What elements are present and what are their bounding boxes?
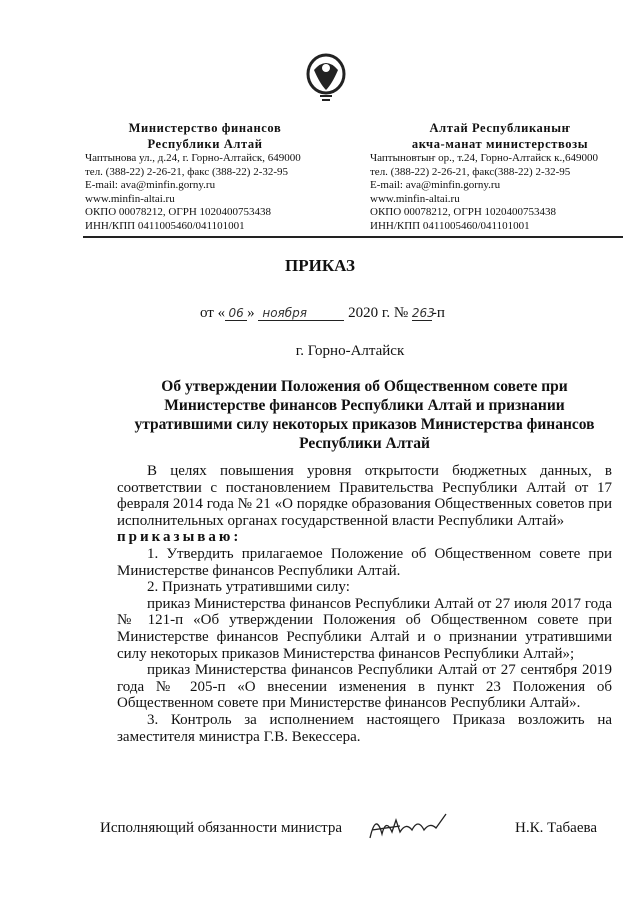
website: www.minfin-altai.ru	[370, 192, 460, 205]
handwritten-signature	[366, 808, 456, 844]
item-3: 3. Контроль за исполнением настоящего Приказа возложить на заместителя министра Г.В. Векессера.	[117, 711, 612, 745]
signatory-name: Н.К. Табаева	[515, 820, 598, 836]
ministry-name-alt: Алтай Республиканыҥ	[429, 121, 571, 135]
city: г. Горно-Алтайск	[295, 343, 405, 359]
number-suffix: -п	[431, 305, 445, 321]
order-subject: Об утверждении Положения об Общественном совете при Министерстве финансов Республики Алтай и признании утратившими силу некоторых приказов Министерства финансов Республики Алтай	[134, 378, 595, 452]
inn-kpp: ИНН/КПП 0411005460/041101001	[370, 219, 530, 232]
date-day: 06	[225, 306, 247, 321]
republic-name-ru: Республики Алтай	[147, 137, 263, 151]
header-divider	[83, 236, 623, 238]
item-1: 1. Утвердить прилагаемое Положение об Общественном совете при Министерстве финансов Республики Алтай.	[117, 545, 612, 579]
date-mid: »	[247, 305, 255, 321]
order-number: 263	[411, 306, 435, 320]
item-2-sub-2: приказ Министерства финансов Республики Алтай от 27 сентября 2019 года № 205-п «О внесении изменения в пункт 23 Положения об Общественном совете при Министерстве финансов Республики Алтай».	[117, 662, 612, 712]
order-date	[200, 305, 445, 322]
address: Чаптыновтыҥ ор., т.24, Горно-Алтайск к.,649000	[370, 152, 598, 164]
date-prefix: от «	[200, 305, 226, 321]
phone: тел. (388-22) 2-26-21, факс (388-22) 2-32-95	[85, 165, 289, 178]
ministry-name-ru: Министерство финансов	[128, 121, 282, 135]
website: www.minfin-altai.ru	[85, 192, 175, 205]
header-left	[85, 120, 325, 233]
email: E-mail: ava@minfin.gorny.ru	[370, 179, 501, 191]
email: E-mail: ava@minfin.gorny.ru	[85, 179, 216, 191]
inn-kpp: ИНН/КПП 0411005460/041101001	[85, 219, 245, 232]
order-word: приказываю:	[117, 529, 242, 546]
address: Чаптынова ул., д.24, г. Горно-Алтайск, 649000	[85, 152, 301, 164]
phone: тел. (388-22) 2-26-21, факс(388-22) 2-32-95	[370, 165, 571, 178]
republic-name-alt: акча-манат министерствозы	[411, 137, 589, 151]
header-right	[370, 120, 630, 233]
intro-paragraph: В целях повышения уровня открытости бюджетных данных, в соответствии с постановлением Правительства Республики Алтай от 17 февраля 2014 года № 21 «О порядке образования Общественных советов при исполнительных органах государственной власти Республики Алтай»	[117, 463, 612, 529]
date-month: ноября	[258, 306, 344, 321]
date-year: 2020 г. №	[348, 305, 409, 321]
okpo-ogrn: ОКПО 00078212, ОГРН 1020400753438	[370, 206, 557, 218]
item-2: 2. Признать утратившими силу:	[147, 579, 350, 596]
item-2-sub-1: приказ Министерства финансов Республики Алтай от 27 июля 2017 года № 121-п «Об утверждении Положения об Общественном совете при Министерстве финансов Республики Алтай и о признании утратившими силу некоторых приказов Министерства финансов Республики Алтай»;	[117, 595, 612, 662]
coat-of-arms-emblem	[302, 50, 350, 106]
document-type: ПРИКАЗ	[285, 256, 355, 275]
order-body	[117, 463, 612, 745]
okpo-ogrn: ОКПО 00078212, ОГРН 1020400753438	[85, 206, 272, 218]
signatory-position: Исполняющий обязанности министра	[100, 820, 343, 836]
